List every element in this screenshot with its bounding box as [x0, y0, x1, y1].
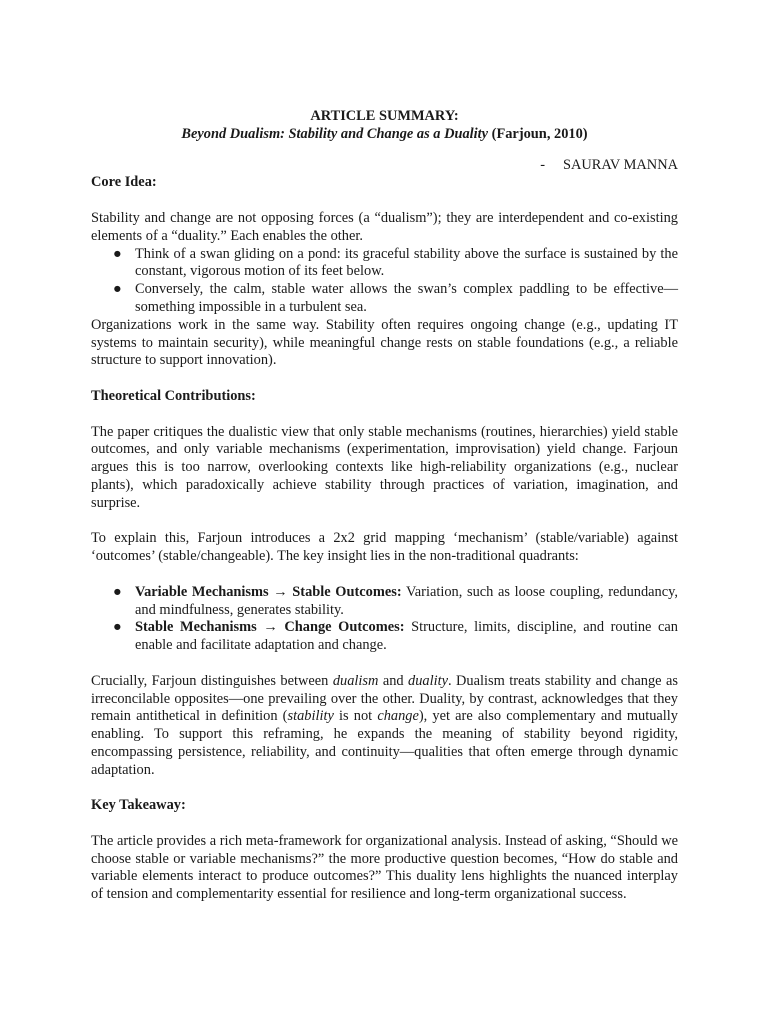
spacer	[91, 779, 678, 797]
core-idea-heading: Core Idea:	[91, 174, 157, 191]
bullet-icon: ●	[113, 619, 122, 636]
list-item-text: Think of a swan gliding on a pond: its graceful stability above the surface is sustained by the constant, vigorous motion of its feet below.	[135, 245, 678, 280]
spacer	[91, 192, 678, 210]
list-item	[91, 584, 678, 620]
italic-term: stability	[287, 708, 334, 725]
quadrant-label: Stable Mechanisms → Change Outcomes:	[135, 619, 405, 636]
italic-term: duality	[408, 672, 448, 689]
takeaway-paragraph: The article provides a rich meta-framework for organizational analysis. Instead of asking, “Should we choose stable or variable mechanisms?” the more productive question becomes, “How do stable and variable elements interact to produce outcomes?” This duality lens highlights the nuanced interplay of tension and complementarity essential for resilience and long-term organizational success.	[91, 832, 678, 903]
text-run: Crucially, Farjoun distinguishes between	[91, 672, 333, 689]
theory-paragraph-3	[91, 673, 678, 780]
spacer	[91, 513, 678, 531]
bullet-icon: ●	[113, 281, 122, 298]
document-subtitle	[91, 126, 678, 144]
author-line: - SAURAV MANNA	[540, 156, 678, 173]
text-run: . Dualism treats stability and change as irreconcilable opposites—one prevailing over the other. Duality, by contrast, acknowledges that they remain antithetical in definition (	[91, 672, 678, 725]
theory-paragraph-1: The paper critiques the dualistic view that only stable mechanisms (routines, hierarchies) yield stable outcomes, and only variable mechanisms (experimentation, improvisation) yield change. Farjoun argues this is too narrow, overlooking contexts like high-reliability organizations (e.g., nuclear plants), which paradoxically achieve stability through practices of variation, imagination, and surprise.	[91, 423, 678, 511]
quadrant-text: Structure, limits, discipline, and routine can enable and facilitate adaptation and change.	[135, 619, 678, 654]
bullet-icon: ●	[113, 245, 122, 262]
document-page	[91, 108, 678, 904]
article-title: Beyond Dualism: Stability and Change as a Duality	[181, 125, 489, 142]
italic-term: change	[377, 708, 419, 725]
list-item	[91, 619, 678, 655]
quadrant-bullets	[91, 584, 678, 655]
quadrant-text: Variation, such as loose coupling, redundancy, and mindfulness, generates stability.	[135, 583, 678, 618]
spacer	[91, 566, 678, 584]
quadrant-label: Variable Mechanisms → Stable Outcomes:	[135, 583, 402, 600]
spacer	[91, 815, 678, 833]
list-item-text: Conversely, the calm, stable water allows the swan’s complex paddling to be effective—something impossible in a turbulent sea.	[135, 281, 678, 315]
takeaway-heading: Key Takeaway:	[91, 797, 186, 814]
core-idea-bullets	[91, 246, 678, 317]
document-title: ARTICLE SUMMARY:	[310, 108, 459, 124]
italic-term: dualism	[332, 672, 379, 689]
list-item	[91, 246, 678, 282]
core-idea-closing: Organizations work in the same way. Stability often requires ongoing change (e.g., updating IT systems to maintain security), while meaningful change rests on stable foundations (e.g., a reliable structure to support innovation).	[91, 316, 678, 369]
text-run: and	[378, 672, 409, 689]
spacer	[91, 655, 678, 673]
spacer	[91, 406, 678, 424]
theory-paragraph-2: To explain this, Farjoun introduces a 2x2 grid mapping ‘mechanism’ (stable/variable) against ‘outcomes’ (stable/changeable). The key insight lies in the non-traditional quadrants:	[91, 530, 678, 565]
theory-heading: Theoretical Contributions:	[91, 387, 256, 404]
bullet-icon: ●	[113, 583, 122, 600]
spacer	[91, 370, 678, 388]
core-idea-intro: Stability and change are not opposing forces (a “dualism”); they are interdependent and co-existing elements of a “duality.” Each enables the other.	[91, 209, 678, 244]
text-run: is not	[333, 708, 378, 725]
list-item	[91, 281, 678, 317]
article-citation: (Farjoun, 2010)	[491, 125, 588, 142]
text-run: ), yet are also complementary and mutually enabling. To support this reframing, he expands the meaning of stability beyond rigidity, encompassing persistence, reliability, and continuity—qualities that often emerge through dynamic adaptation.	[91, 708, 678, 778]
